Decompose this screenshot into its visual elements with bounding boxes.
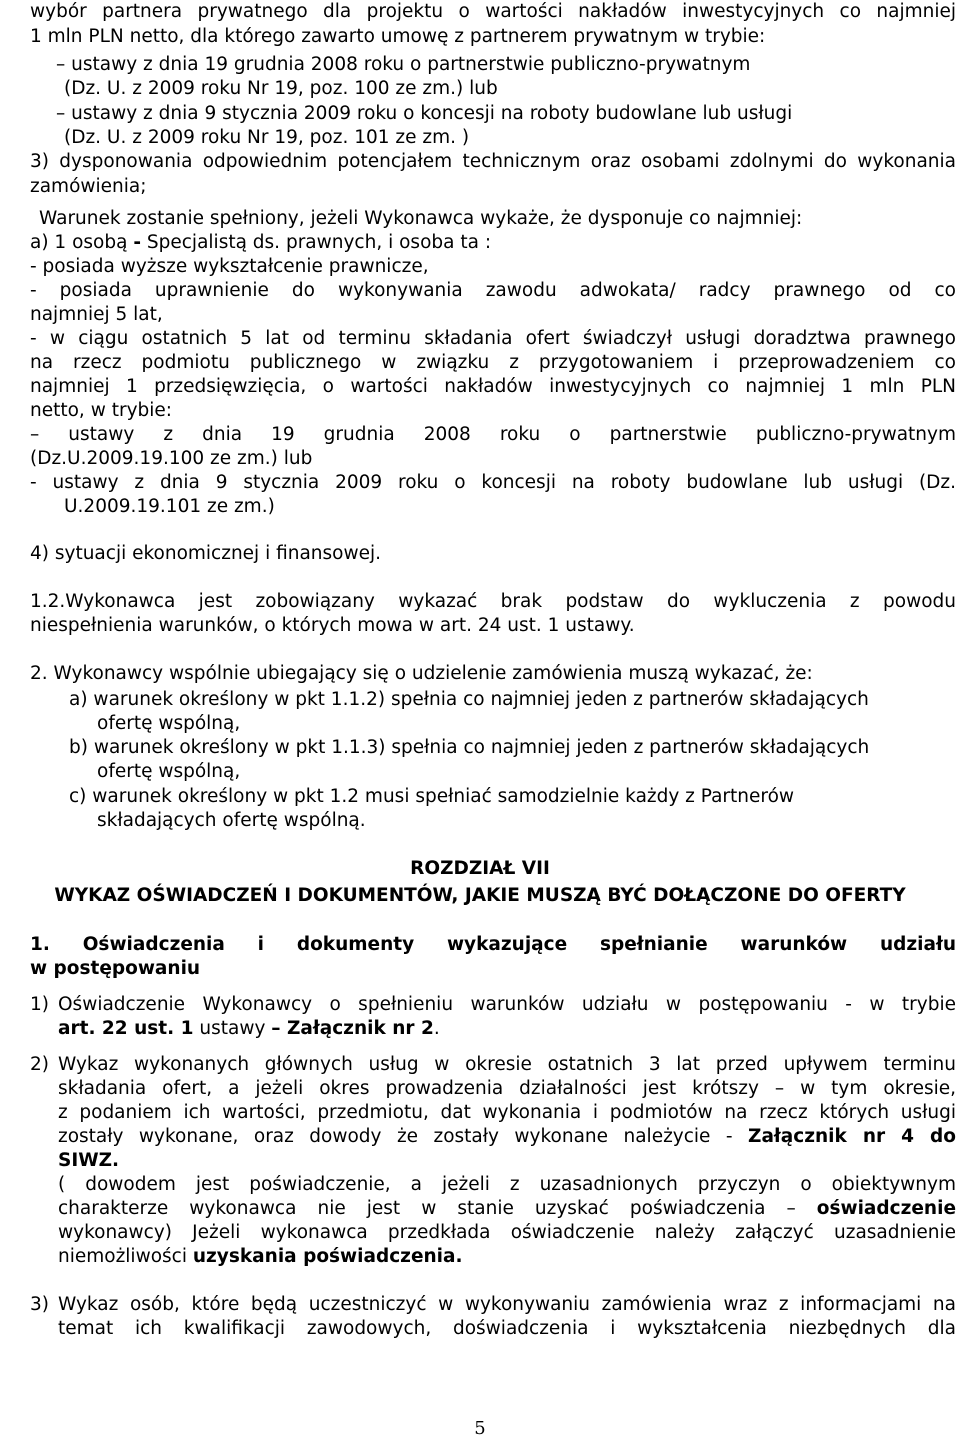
list-number: 3) [30, 1294, 49, 1315]
text-line: charakterze wykonawca nie jest w stanie uzyskać poświadczenia – oświadczenie [58, 1198, 956, 1219]
text-line: najmniej 5 lat, [30, 304, 163, 325]
text-line: wykonawcy) Jeżeli wykonawca przedkłada oświadczenie należy załączyć uzasadnienie [58, 1222, 956, 1243]
text-line: – ustawy z dnia 19 grudnia 2008 roku o partnerstwie publiczno-prywatnym [30, 424, 956, 445]
list-item-1: Oświadczenie Wykonawcy o spełnieniu warunków udziału w postępowaniu - w trybie [58, 994, 956, 1015]
text-line: wybór partnera prywatnego dla projektu o wartości nakładów inwestycyjnych co najmniej [30, 1, 956, 22]
text-line: zamówienia; [30, 176, 147, 197]
text-line: - posiada uprawnienie do wykonywania zawodu adwokata/ radcy prawnego od co [30, 280, 956, 301]
text-line: netto, w trybie: [30, 400, 173, 421]
text-line: ofertę wspólną, [97, 761, 241, 782]
text-line: zostały wykonane, oraz dowody że zostały wykonane należycie - Załącznik nr 4 do [58, 1126, 956, 1147]
list-number: 2) [30, 1054, 49, 1075]
text-line: (Dz. U. z 2009 roku Nr 19, poz. 101 ze zm. ) [64, 127, 470, 148]
text-line: 1 mln PLN netto, dla którego zawarto umowę z partnerem prywatnym w trybie: [30, 26, 766, 47]
list-item-3b: Wykaz osób, które będą uczestniczyć w wykonywaniu zamówienia wraz z informacjami na [58, 1294, 956, 1315]
list-item-4: 4) sytuacji ekonomicznej i finansowej. [30, 543, 382, 564]
list-item-c: c) warunek określony w pkt 1.2 musi spełniać samodzielnie każdy z Partnerów [69, 786, 795, 807]
condition-text: Warunek zostanie spełniony, jeżeli Wykonawca wykaże, że dysponuje co najmniej: [39, 208, 803, 229]
text-line: SIWZ. [58, 1150, 120, 1171]
text-line: U.2009.19.101 ze zm.) [64, 496, 275, 517]
bullet-line: – ustawy z dnia 9 stycznia 2009 roku o koncesji na roboty budowlane lub usługi [56, 103, 793, 124]
text-line: ( dowodem jest poświadczenie, a jeżeli z uzasadnionych przyczyn o obiektywnym [58, 1174, 956, 1195]
page-number: 5 [474, 1418, 486, 1439]
text-line: temat ich kwalifikacji zawodowych, doświadczenia i wykształcenia niezbędnych dla [58, 1318, 956, 1339]
list-item-3: 3) dysponowania odpowiednim potencjałem technicznym oraz osobami zdolnymi do wykonania [30, 151, 956, 172]
section-2: 2. Wykonawcy wspólnie ubiegający się o udzielenie zamówienia muszą wykazać, że: [30, 663, 813, 684]
text-line: niemożliwości uzyskania poświadczenia. [58, 1246, 463, 1267]
text-line: - w ciągu ostatnich 5 lat od terminu składania ofert świadczył usługi doradztwa prawnego [30, 328, 956, 349]
text-line: w postępowaniu [30, 958, 201, 979]
text-line: na rzecz podmiotu publicznego w związku z przygotowaniem i przeprowadzeniem co [30, 352, 956, 373]
list-number: 1) [30, 994, 49, 1015]
bullet-line: – ustawy z dnia 19 grudnia 2008 roku o partnerstwie publiczno-prywatnym [56, 54, 751, 75]
list-item-b: b) warunek określony w pkt 1.1.3) spełnia co najmniej jeden z partnerów składających [69, 737, 870, 758]
text-line: składania ofert, a jeżeli okres prowadzenia działalności jest krótszy – w tym okresie, [58, 1078, 956, 1099]
text-line: (Dz.U.2009.19.100 ze zm.) lub [30, 448, 313, 469]
text-line: a) 1 osobą - Specjalistą ds. prawnych, i osoba ta : [30, 232, 492, 253]
text-line: najmniej 1 przedsięwzięcia, o wartości nakładów inwestycyjnych co najmniej 1 mln PLN [30, 376, 956, 397]
section-1-2: 1.2.Wykonawca jest zobowiązany wykazać brak podstaw do wykluczenia z powodu [30, 591, 956, 612]
text-line: ofertę wspólną, [97, 713, 241, 734]
chapter-subtitle: WYKAZ OŚWIADCZEŃ I DOKUMENTÓW, JAKIE MUSZĄ BYĆ DOŁĄCZONE DO OFERTY [54, 885, 906, 906]
list-item-a: a) warunek określony w pkt 1.1.2) spełnia co najmniej jeden z partnerów składających [69, 689, 869, 710]
text-line: - ustawy z dnia 9 stycznia 2009 roku o koncesji na roboty budowlane lub usługi (Dz. [30, 472, 956, 493]
list-item-2: Wykaz wykonanych głównych usług w okresie ostatnich 3 lat przed upływem terminu [58, 1054, 956, 1075]
section-heading: 1. Oświadczenia i dokumenty wykazujące spełnianie warunków udziału [30, 934, 956, 955]
text-line: składających ofertę wspólną. [97, 810, 366, 831]
text-line: - posiada wyższe wykształcenie prawnicze, [30, 256, 429, 277]
text-line: z podaniem ich wartości, przedmiotu, dat wykonania i podmiotów na rzecz których usługi [58, 1102, 956, 1123]
text-line: art. 22 ust. 1 ustawy – Załącznik nr 2. [58, 1018, 440, 1039]
chapter-title: ROZDZIAŁ VII [410, 858, 550, 879]
text-line: (Dz. U. z 2009 roku Nr 19, poz. 100 ze zm.) lub [64, 78, 498, 99]
text-line: niespełnienia warunków, o których mowa w art. 24 ust. 1 ustawy. [30, 615, 635, 636]
